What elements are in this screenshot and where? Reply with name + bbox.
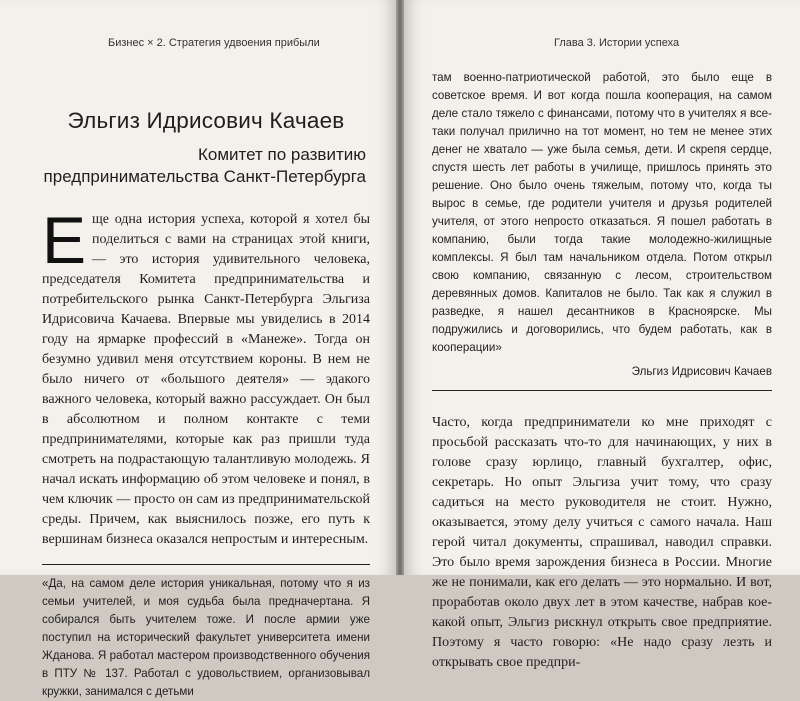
left-body-text: ще одна история успеха, которой я хотел бы поделиться с вами на страницах этой книги, — это история удивительного человека, председателя Комитета предпринимательства и потребительского рынка Санкт-Петербурга Эльгиза Идрисовича Качаева. Впервые мы увиделись в 2014 году на ярмарке профессий в «Манеже». Тогда он безумно удивил меня отсутствием короны. В нем не было ничего от «большого деятеля» — эдакого важного человека, который важно рассуждает. Он был в абсолютном и полном контакте с теми предпринимателями, которые как раз пришли туда смотреть на подрастающую талантливую молодежь. Я начал искать информацию об этом человеке и понял, в чем ключик — просто он сам из предпринимательской среды. Причем, как выяснилось позже, его путь к вершинам бизнеса оказался непростым и интересным. — [42, 212, 370, 547]
left-body-paragraph — [42, 203, 370, 550]
right-quote: там военно-патриотической работой, это было еще в советское время. И вот когда пошла кооперация, на самом деле стало тяжело с финансами, потому что в учителях я все-таки получал прилично на тот момент, но тем не менее этих денег не хватало — уже была семья, дети. И скрепя сердце, спустя шесть лет работы в училище, пришлось принять это решение. Оно было очень тяжелым, потому что, когда ты вырос в семье, где родители учителя и друзья родителей учителя, от этого непросто отказаться. Я пошел работать в компанию, были тогда такие молодежно-жилищные комплексы. Я был там начальником отдела. Потом открыл свою компанию, связанную с лесом, строительством деревянных домов. Капиталов не было. Так как я служил в разведке, я нашел десантников в Красноярске. Мы подружились и договорились, что будем работать, как в кооперации» — [432, 71, 772, 354]
left-page — [0, 0, 396, 698]
quote-author: Эльгиз Идрисович Качаев — [631, 365, 772, 378]
chapter-title: Эльгиз Идрисович Качаев — [67, 108, 345, 133]
quote-divider — [42, 564, 370, 565]
chapter-subtitle — [42, 144, 366, 188]
quote-end-divider — [432, 390, 772, 391]
left-running-head: Бизнес × 2. Стратегия удвоения прибыли — [108, 37, 320, 49]
drop-cap: Е — [42, 203, 87, 277]
subtitle-line-2: предпринимательства Санкт-Петербурга — [43, 167, 366, 186]
subtitle-line-1: Комитет по развитию — [198, 145, 366, 164]
right-page — [404, 0, 800, 670]
left-quote: «Да, на самом деле история уникальная, потому что я из семьи учителей, и моя судьба была предначертана. Я собирался быть учителем тоже. И после армии уже поступил на исторический факультет университета имени Жданова. Я работал мастером производственного обучения в ПТУ № 137. Работал с удовольствием, организовывал кружки, занимался с детьми — [42, 577, 370, 698]
book-gutter — [396, 0, 404, 575]
right-running-head: Глава 3. Истории успеха — [554, 37, 680, 49]
right-body-text: Часто, когда предприниматели ко мне приходят с просьбой рассказать что-то для начинающих, у них в голове сразу юрлицо, главный бухгалтер, офис, секретарь. Но опыт Эльгиза учит тому, что сразу садиться на место руководителя не стоит. Нужно, оказывается, этому делу учиться с самого начала. Наш герой читал документы, спрашивал, наводил справки. Это было время зарождения бизнеса в России. Многие же не понимали, как его делать — это нормально. И вот, проработав около двух лет в этом качестве, набрав кое-какой опыт, Эльгиз рискнул открыть свое предприятие. Поэтому я часто говорю: «Не надо сразу лезть и открывать свое предпри- — [432, 415, 772, 670]
